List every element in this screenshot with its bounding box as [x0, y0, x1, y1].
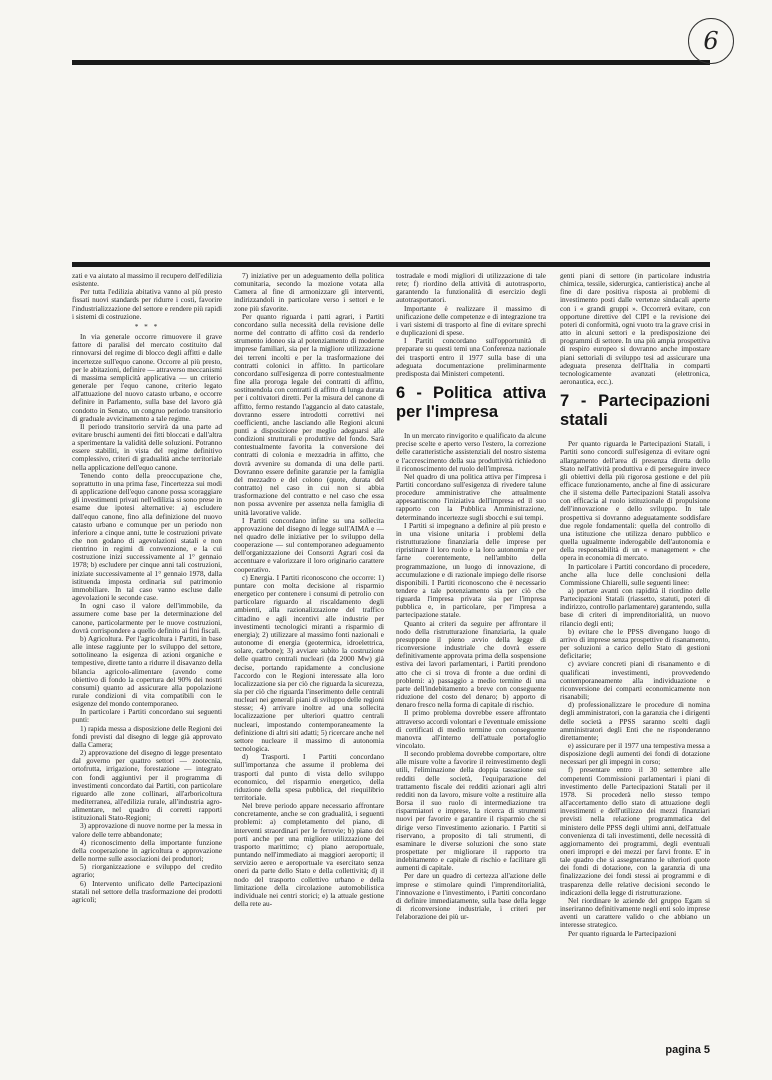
paragraph: Il periodo transitorio servirà da una parte ad evitare bruschi aumenti dei fitti bloccati e dall'altra a sperimentare la validità delle soluzioni. Potranno essere stabiliti, in vista del regime definitivo complessivo, criteri di gradualità anche territoriale nella applicazione dell'equo canone. [72, 421, 222, 472]
paragraph: genti piani di settore (in particolare industria chimica, tessile, siderurgica, cantieristica) anche al fine di dare positiva risposta ai problemi di investimento posti dalle vertenze sindacali aperte con i « grandi gruppi ». Occorrerà evitare, con opportune direttive del CIPI e la revisione dei poteri di conformità, ogni vuoto tra la grave crisi in atto in alcuni settori e la predisposizione dei programmi di settore. In una più ampia prospettiva di respiro europeo si dovranno anche impostare piani settoriali di sviluppo tesi ad assicurare una adeguata presenza dell'Italia in comparti tecnologicamente avanzati (elettronica, aeronautica, ecc.). [560, 272, 710, 387]
paragraph: Il secondo problema dovrebbe comportare, oltre alle misure volte a favorire il reinvestimento degli utili, l'eliminazione della doppia tassazione sui redditi delle società, l'equiparazione del trattamento fiscale dei redditi azionari agli altri redditi non da lavoro, misure volte a restituire alla Borsa il suo ruolo di intermediazione tra risparmiatori e imprese, la ricerca di strumenti nuovi per favorire e garantire il risparmio che si dirige verso l'investimento azionario. I Partiti si riservano, a proposito di tali strumenti, di esaminare le diverse soluzioni che sono state prospettate per migliorare il rapporto tra indebitamento e capitale di rischio e facilitare gli aumenti di capitale. [396, 749, 546, 873]
paragraph: In via generale occorre rimuovere il grave fattore di paralisi del mercato costituito dal rinnovarsi del regime di blocco degli affitti e dalle incertezze sull'equo canone. Occorre al più presto, per le abitazioni, definire — attraverso meccanismi di massima semplicità applicativa — un criterio generale per l'equo canone, criterio legato all'attuazione del nuovo catasto urbano, e occorre definire in Parlamento, sulla base del lavoro già condotto in Senato, un congruo periodo transitorio di graduale avvicinamento a tale regime. [72, 332, 222, 423]
paragraph: 2) approvazione del disegno di legge presentato dal governo per quattro settori — zootecnia, ortofrutta, irrigazione, forestazione — integrato con fondi aggiuntivi per il programma di investimenti concordato dai Partiti, con particolare riguardo alle zone collinari, all'arboricoltura mediterranea, all'edilizia rurale, all'industria agro-alimentare, nel quadro di corretti rapporti istituzionali Stato-Regioni; [72, 748, 222, 823]
page-number: pagina 5 [665, 1044, 710, 1056]
paragraph: In particolare i Partiti concordano sui seguenti punti: [72, 707, 222, 725]
paragraph: Quanto ai criteri da seguire per affrontare il nodo della ristrutturazione finanziaria, la quale presuppone il pieno avvio della legge di riconversione industriale che dovrà essere definitivamente approvata prima della sospensione estiva dei lavori parlamentari, i Partiti prendono atto che ci si trova di fronte a due ordini di problemi: a) passaggio a medio termine di una parte dell'indebitamento a breve con conseguente riduzione del costo del denaro; b) apporto di denaro fresco nella forma di capitale di rischio. [396, 618, 546, 710]
paragraph: Per quanto riguarda i patti agrari, i Partiti concordano sulla necessità della revisione delle norme del contratto di affitto così da renderlo strumento idoneo sia al potenziamento di moderne imprese familiari, sia per la migliore utilizzazione dei terreni incolti e per la trasformazione dei contratti colonici in affitto. In particolare concordano sull'esigenza di porre contestualmente fine alla proroga legale dei contratti di affitto, sostituendola con contratti di affitto di lunga durata per i coltivatori diretti. Per la misura del canone di affitto, fermo restando l'aggancio al dato catastale, dovranno essere introdotti correttivi nei coefficienti, anche lasciando alle Regioni alcuni punti a disposizione per meglio adeguarsi alle condizioni strutturali e produttive del fondo. Sarà contestualmente favorita la conversione dei contratti di colonia e mezzadria in affitto, che dovrà avvenire su domanda di una delle parti. Dovranno essere definite garanzie per la famiglia del mezzadro e del colono (quote, durata del contratto) nel caso in cui non si abbia trasformazione del contratto e nel caso che essa non possa avvenire per assenza nella famiglia di unità lavorative valide. [234, 311, 384, 517]
section-heading-6-title: Politica attiva per l'impresa [396, 384, 546, 422]
paragraph: 1) rapida messa a disposizione delle Regioni dei fondi previsti dal disegno di legge già approvato dalla Camera; [72, 723, 222, 749]
paragraph: Importante è realizzare il massimo di unificazione delle competenze e di integrazione tra i vari sistemi di trasporto al fine di evitare sprechi e duplicazioni di spese. [396, 303, 546, 338]
paragraph: 3) approvazione di nuove norme per la messa in valore delle terre abbandonate; [72, 821, 222, 839]
paragraph: 7) iniziative per un adeguamento della politica comunitaria, secondo la mozione votata alla Camera al fine di armonizzare gli interventi, indirizzandoli in particolare verso i settori e le zone più sfavorite. [234, 272, 384, 313]
paragraph: In ogni caso il valore dell'immobile, da assumere come base per la determinazione del canone, particolarmente per le nuove costruzioni, dovrà corrispondere a quello definito ai fini fiscali. [72, 601, 222, 635]
section-heading-6 [396, 384, 546, 422]
paragraph: Per quanto riguarda le Partecipazioni [568, 928, 677, 938]
paragraph: Per tutta l'edilizia abitativa vanno al più presto fissati nuovi standards per ridurre i costi, favorire l'industrializzazione del settore e rendere più rapidi i sistemi di costruzione. [72, 287, 222, 321]
section-separator: * * * [134, 321, 160, 331]
section-heading-7-title: Partecipazioni statali [560, 392, 710, 430]
paragraph: tostradale e modi migliori di utilizzazione di tale rete; f) riordino della attività di autotrasporto, garantendo la funzionalità di esercizio degli autotrasportatori. [396, 272, 546, 305]
section-rule [72, 262, 710, 267]
paragraph: I Partiti concordano infine su una sollecita approvazione del disegno di legge sull'AIMA e — nel quadro delle iniziative per lo sviluppo della cooperazione — sul contemporaneo adeguamento dell'organizzazione dei Consorzi Agrari così da accentuare e valorizzare il loro originario carattere cooperativo. [234, 515, 384, 574]
paragraph: f) presentare entro il 30 settembre alle competenti Commissioni parlamentari i piani di investimento delle Partecipazioni Statali per il 1978. Si procederà nello stesso tempo all'accertamento dello stato di attuazione degli investimenti e dell'utilizzo dei mezzi finanziari previsti nella relazione programmatica del ministero delle PPSS degli ultimi anni, dell'attuale convenienza di tali investimenti, delle necessità di aggiornamento dei programmi, degli eventuali oneri impropri e dei mezzi per farvi fronte. E' in tale quadro che si assegneranno le ulteriori quote dei fondi di dotazione, con la garanzia di una finalizzazione dei fondi stessi ai programmi e di trasparenza delle relative decisioni secondo le indicazioni della legge di ristrutturazione. [560, 765, 710, 897]
paragraph: 5) riorganizzazione e sviluppo del credito agrario; [72, 862, 222, 880]
paragraph: d) Trasporti. I Partiti concordano sull'importanza che assume il problema dei trasporti dal punto di vista dello sviluppo economico, del risparmio energetico, della riduzione della spesa pubblica, del riequilibrio territoriale. [234, 752, 384, 802]
paragraph: zati e va aiutato al massimo il recupero dell'edilizia esistente. [72, 272, 222, 289]
paragraph: I Partiti si impegnano a definire al più presto e in una visione unitaria i problemi della ristrutturazione finanziaria delle imprese per ripristinare il loro ruolo e la loro autonomia e per farne coerentemente, nell'ambito della programmazione, un luogo di innovazione, di accumulazione e di razionale impiego delle risorse disponibili. I Partiti riconoscono che è necessario tendere a tale potenziamento sia per ciò che riguarda l'impresa privata sia per l'impresa pubblica e, in particolare, per l'impresa a partecipazione statale. [396, 520, 546, 620]
handwritten-page-badge: 6 [688, 18, 734, 64]
paragraph: d) professionalizzare le procedure di nomina degli amministratori, con la garanzia che i dirigenti delle società a PPSS saranno scelti dagli amministratori degli Enti che ne risponderanno direttamente; [560, 700, 710, 742]
section-heading-6-number: 6 - [396, 384, 422, 403]
paragraph: Nel riordinare le aziende del gruppo Egam si inseriranno definitivamente negli enti solo imprese aventi un carattere valido o che abbiano un interesse strategico. [560, 895, 710, 930]
column-3 [396, 272, 546, 1047]
paragraph: Il primo problema dovrebbe essere affrontato attraverso accordi volontari e l'eventuale emissione di certificati di medio termine con conseguente manovra all'interno dell'attuale portafoglio vincolato. [396, 708, 546, 750]
paragraph: Tenendo conto della preoccupazione che, soprattutto in una prima fase, l'incertezza sui modi di applicazione dell'equo canone possa scoraggiare gli investimenti privati nell'edilizia si sono prese in esame due ipotesi alternative: a) escludere dall'equo canone, fino alla definizione del nuovo catasto urbano e comunque per un periodo non inferiore a cinque anni, tutte le costruzioni private che non godano di agevolazioni statali e non rientrino in regimi di convenzione, e la cui costruzione inizi successivamente al 1° gennaio 1978; b) escludere per cinque anni tali costruzioni, iniziate successivamente al 1° gennaio 1978, dalla istituenda imposta ordinaria sul patrimonio immobiliare. In tal caso vanno escluse dalle agevolazioni le seconde case. [72, 470, 222, 603]
paragraph: b) evitare che le PPSS divengano luogo di arrivo di imprese senza prospettive di risanamento, per soluzioni a carico dello Stato di gestioni deficitarie; [560, 626, 710, 661]
paragraph: 4) riconoscimento della importante funzione della cooperazione in agricoltura e approvazione delle norme sulle associazioni dei produttori; [72, 837, 222, 864]
paragraph: Per dare un quadro di certezza all'azione delle imprese e stimolare quindi l'imprenditorialità, l'innovazione e l'investimento, i Partiti concordano di definire immediatamente, sulla base della legge di riconversione industriale, i criteri per l'elaborazione dei più ur- [396, 871, 546, 922]
column-2 [234, 272, 384, 1047]
top-rule [72, 60, 710, 65]
paragraph: Nel quadro di una politica attiva per l'impresa i Partiti concordano sull'esigenza di rivedere talune procedure amministrative che attualmente appesantiscono l'iniziativa dell'impresa ed il suo rapporto con la Pubblica Amministrazione, determinando incertezze sugli sbocchi e sui tempi. [396, 471, 546, 522]
article-columns [72, 272, 710, 1047]
paragraph: c) avviare concreti piani di risanamento e di qualificati investimenti, provvedendo contemporaneamente alla individuazione e riconversione dei comparti economicamente non risanabili; [560, 659, 710, 702]
paragraph: I Partiti concordano sull'opportunità di preparare su questi temi una Conferenza nazionale dei trasporti entro il 1977 sulla base di una adeguata documentazione preliminarmente predisposta dai Ministeri competenti. [396, 336, 546, 378]
column-4 [560, 272, 710, 1047]
section-heading-7 [560, 392, 710, 430]
column-1 [72, 272, 222, 1047]
paragraph: Nel breve periodo appare necessario affrontare concretamente, anche se con gradualità, i seguenti problemi: a) completamento del piano, di interventi straordinari per le ferrovie; b) piano dei porti anche per una migliore utilizzazione del trasporto marittimo; c) piano aeroportuale, puntando nell'immediato ai maggiori aeroporti; il servizio aereo e aeroportuale va esercitato senza oneri da parte dello Stato e della collettività; d) il nodo del trasporto collettivo urbano e della limitazione della circolazione automobilistica individuale nei centri storici; e) la attuale gestione della rete au- [234, 801, 384, 909]
paragraph: a) portare avanti con rapidità il riordino delle Partecipazioni Statali (riassetto, statuti, poteri di indirizzo, controllo parlamentare) garantendo, sulla base di criteri di imprenditorialità, un nuovo rilancio degli enti; [560, 586, 710, 628]
paragraph: In particolare i Partiti concordano di procedere, anche alla luce delle conclusioni della Commissione Chiarelli, sulle seguenti linee: [560, 561, 710, 587]
paragraph: e) assicurare per il 1977 una tempestiva messa a disposizione degli aumenti dei fondi di dotazione necessari per gli impegni in corso; [560, 740, 710, 767]
paragraph: c) Energia. I Partiti riconoscono che occorre: 1) puntare con molta decisione al risparmio energetico per contenere i consumi di petrolio con particolare riguardo al riscaldamento degli ambienti, alla razionalizzazione del traffico cittadino e agli incentivi alle industrie per investimenti tecnologici miranti a risparmio di energia); 2) utilizzare al massimo fonti nazionali e autonome di energia (geotermica, idroelettrica, solare, carbone); 3) avviare subito la costruzione delle quattro centrali nucleari (da 2000 Mw) già decise, portando rapidamente a conclusione l'accordo con le Regioni interessate alla loro localizzazione sia per ciò che riguarda la sicurezza, sia per ciò che riguarda l'inserimento delle centrali nucleari nei generali piani di sviluppo delle regioni stesse; 4) arrivare inoltre ad una sollecita localizzazione per ulteriori quattro centrali nucleari, impostando contemporaneamente la definizione di altri siti adatti; 5) ricercare anche nel settore nucleare il massimo di autonomia tecnologica. [234, 572, 384, 754]
paragraph: b) Agricoltura. Per l'agricoltura i Partiti, in base alle intese raggiunte per lo sviluppo del settore, sottolineano la esigenza di azioni organiche e tempestive, dirette tanto a ridurre il disavanzo della bilancia agricolo-alimentare (avendo come obiettivo di fondo la copertura del 90% dei nostri consumi) quanto ad assicurare alla popolazione rurale condizioni di vita compatibili con le esigenze del mondo contemporaneo. [72, 633, 222, 709]
paragraph: In un mercato rinvigorito e qualificato da alcune precise scelte e aperto verso l'estero, la correzione delle caratteristiche assistenziali del nostro sistema e l'accrescimento della sua produttività richiedono il riconoscimento del ruolo dell'impresa. [396, 431, 546, 473]
section-heading-7-number: 7 - [560, 392, 587, 411]
paragraph: Per quanto riguarda le Partecipazioni Statali, i Partiti sono concordi sull'esigenza di evitare ogni allargamento dell'area di presenza diretta dello Stato nell'attività produttiva e di perseguire invece gli obiettivi della più rigorosa gestione e del più efficace funzionamento, anche al fine di assicurare che il sistema delle Partecipazioni Statali assolva con efficacia al ruolo istituzionale di propulsione dell'innovazione e dello sviluppo. In tale prospettiva si dovranno adeguatamente soddisfare due regole fondamentali: quella del controllo di una istituzione che utilizza denaro pubblico e quella ugualmente inderogabile dell'autonomia e della responsabilità di un « management » che opera in economia di mercato. [560, 439, 710, 563]
paragraph: 6) Intervento unificato delle Partecipazioni statali nel settore della trasformazione dei prodotti agricoli; [72, 878, 222, 904]
